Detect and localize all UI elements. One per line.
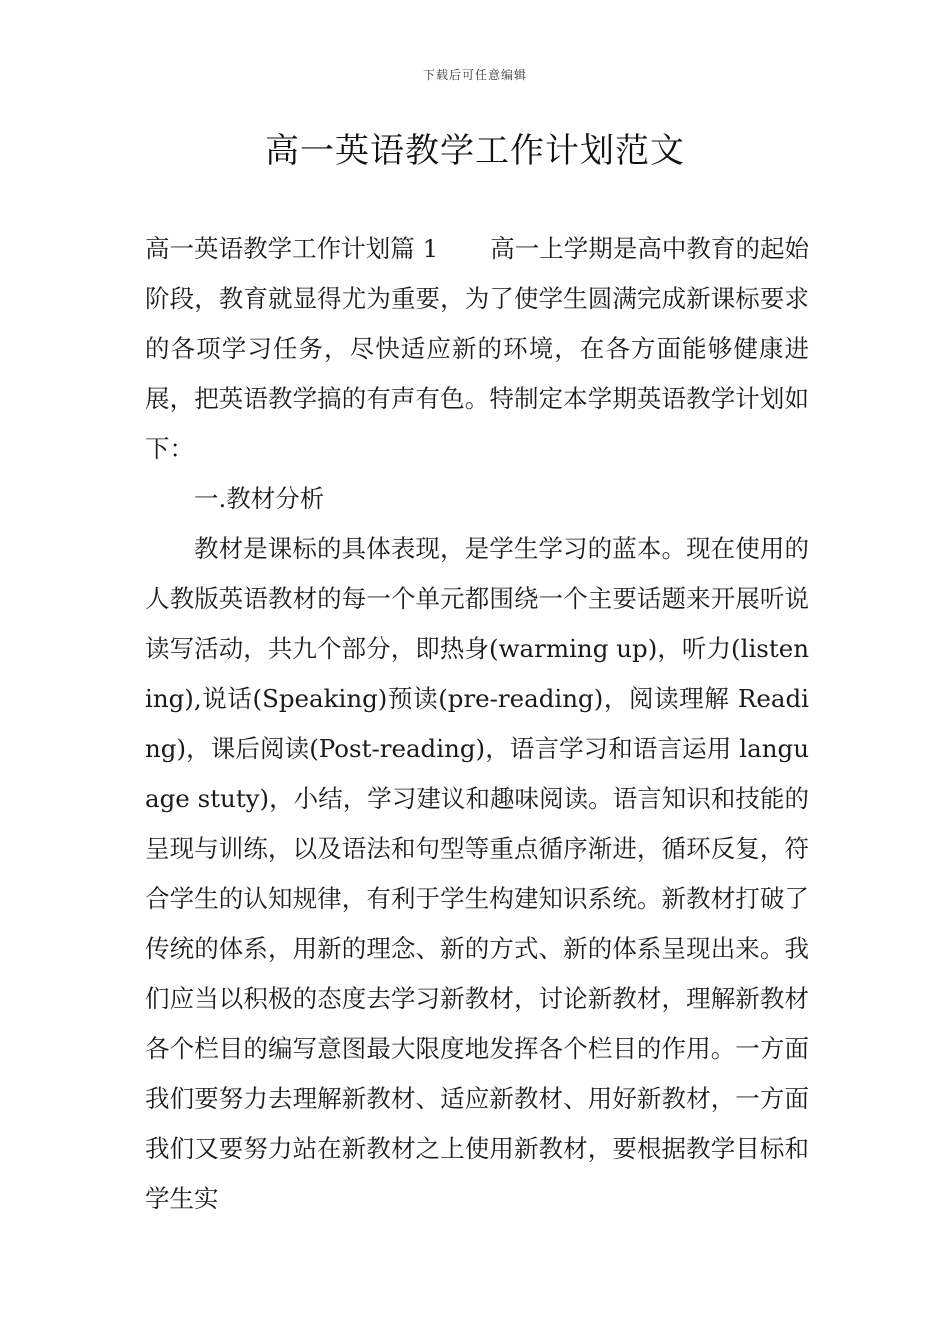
intro-paragraph <box>145 224 809 474</box>
section-heading: 一.教材分析 <box>194 484 325 513</box>
intro-heading: 高一英语教学工作计划篇 1 <box>145 234 439 263</box>
document-body <box>145 224 809 1224</box>
document-title: 高一英语教学工作计划范文 <box>265 131 685 171</box>
body-paragraph: 教材是课标的具体表现，是学生学习的蓝本。现在使用的人教版英语教材的每一个单元都围绕一个主要话题来开展听说读写活动，共九个部分，即热身(warming up)，听力(listening),说话(Speaking)预读(pre-reading)，阅读理解 Reading)，课后阅读(Post-reading)，语言学习和语言运用 language stuty)，小结，学习建议和趣味阅读。语言知识和技能的呈现与训练，以及语法和句型等重点循序渐进，循环反复，符合学生的认知规律，有利于学生构建知识系统。新教材打破了传统的体系，用新的理念、新的方式、新的体系呈现出来。我们应当以积极的态度去学习新教材，讨论新教材，理解新教材各个栏目的编写意图最大限度地发挥各个栏目的作用。一方面我们要努力去理解新教材、适应新教材、用好新教材，一方面我们又要努力站在新教材之上使用新教材，要根据教学目标和学生实 <box>145 534 809 1213</box>
header-note: 下载后可任意编辑 <box>422 68 527 82</box>
intro-text: 高一上学期是高中教育的起始阶段，教育就显得尤为重要，为了使学生圆满完成新课标要求的各项学习任务，尽快适应新的环境，在各方面能够健康进展，把英语教学搞的有声有色。特制定本学期英语教学计划如下： <box>145 234 810 463</box>
